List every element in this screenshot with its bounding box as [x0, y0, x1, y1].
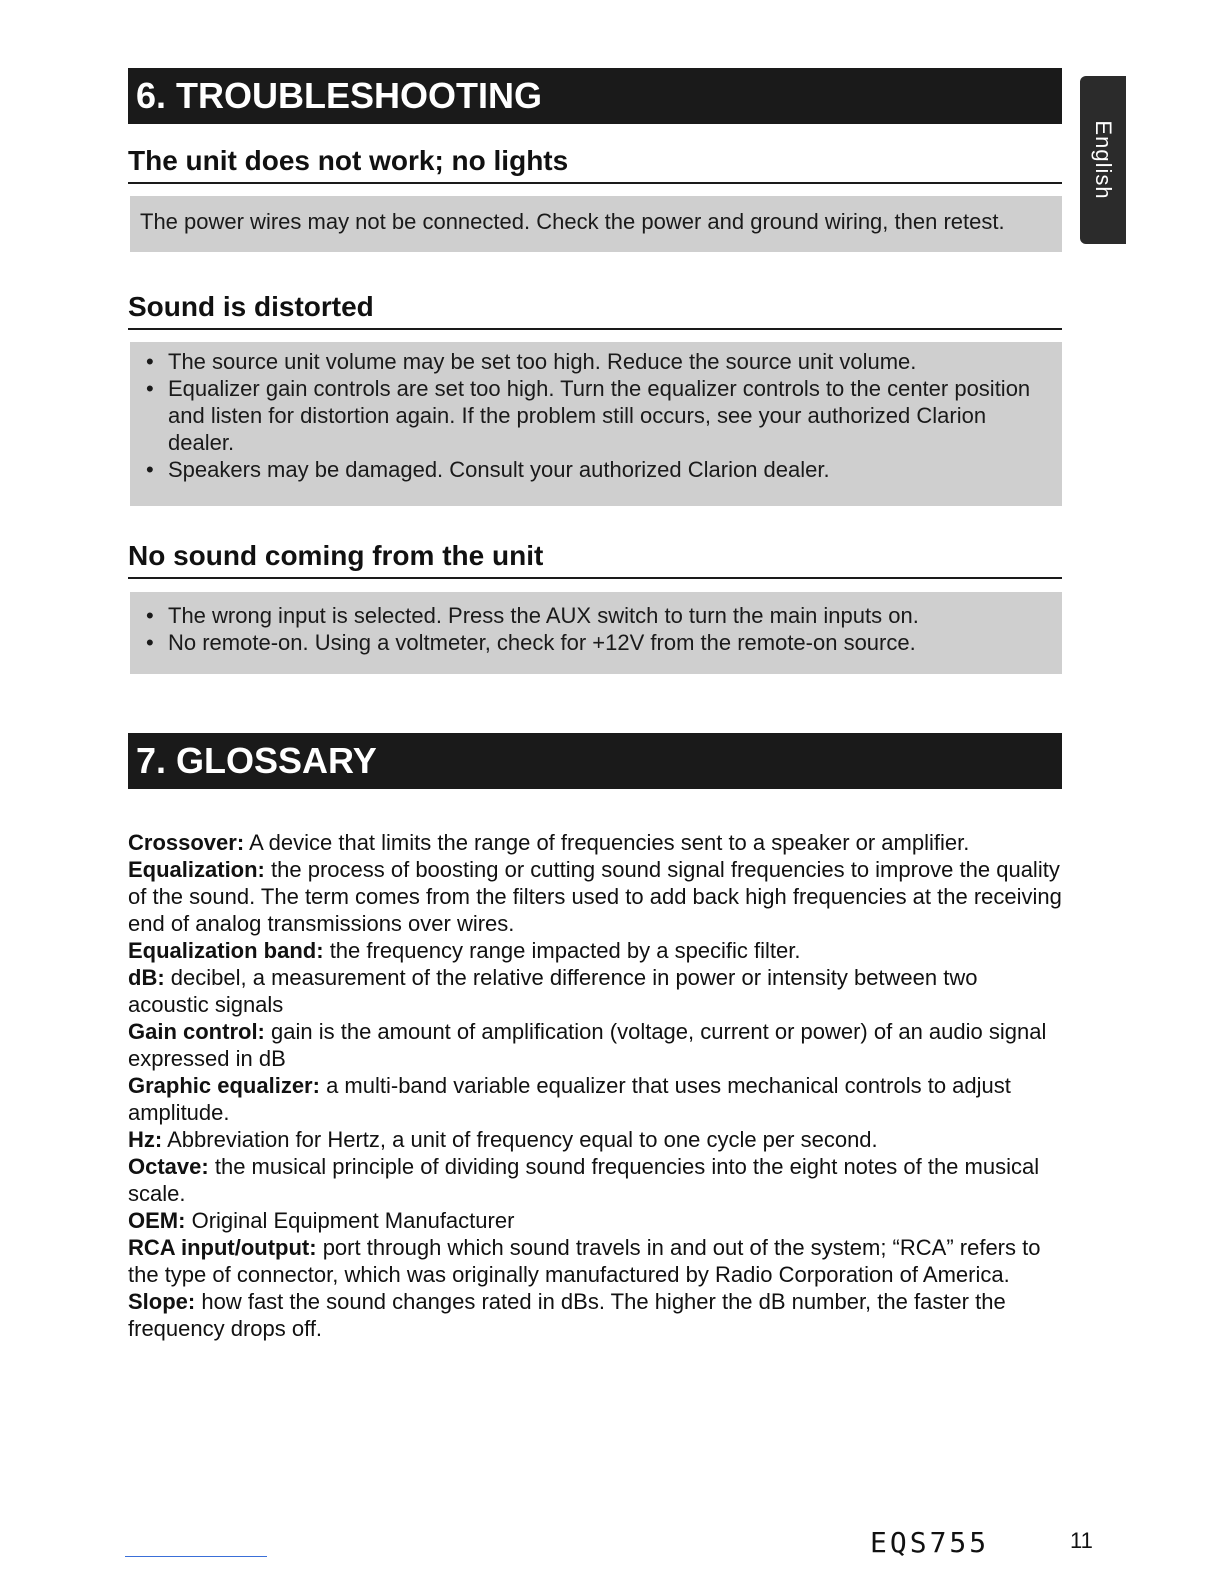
- glossary-entry: [128, 1153, 1062, 1207]
- bullet-item: • The wrong input is selected. Press the AUX switch to turn the main inputs on.: [140, 602, 1052, 629]
- bullet-item: • Speakers may be damaged. Consult your authorized Clarion dealer.: [140, 456, 1052, 483]
- glossary-definition: Abbreviation for Hertz, a unit of frequency equal to one cycle per second.: [167, 1127, 878, 1152]
- glossary-definition: A device that limits the range of frequencies sent to a speaker or amplifier.: [249, 830, 970, 855]
- page-number: 11: [1070, 1528, 1093, 1553]
- bullet-list: [140, 602, 1052, 656]
- issue-text: The power wires may not be connected. Check the power and ground wiring, then retest.: [140, 209, 1005, 234]
- footer-divider: [125, 1556, 267, 1557]
- language-tab-label: English: [1091, 120, 1116, 200]
- issue-box-no-lights: [130, 196, 1062, 252]
- glossary-term: RCA input/output:: [128, 1235, 317, 1260]
- model-number: EQS755: [870, 1526, 990, 1559]
- bullet-item: • No remote-on. Using a voltmeter, check for +12V from the remote-on source.: [140, 629, 1052, 656]
- glossary-term: Graphic equalizer:: [128, 1073, 320, 1098]
- issue-heading-no-sound: No sound coming from the unit: [128, 539, 1062, 579]
- glossary-term: OEM:: [128, 1208, 186, 1233]
- troubleshooting-title: 6. TROUBLESHOOTING: [128, 68, 1062, 124]
- glossary-term: Equalization band:: [128, 938, 324, 963]
- glossary-entry: [128, 1072, 1062, 1126]
- bullet-item: • The source unit volume may be set too high. Reduce the source unit volume.: [140, 348, 1052, 375]
- glossary-definition: a multi-band variable equalizer that uses mechanical controls to adjust amplitude.: [128, 1073, 1011, 1125]
- glossary-term: dB:: [128, 965, 165, 990]
- glossary-definition: the frequency range impacted by a specific filter.: [329, 938, 801, 963]
- glossary-list: [128, 829, 1062, 1342]
- glossary-definition: the process of boosting or cutting sound signal frequencies to improve the quality of the sound. The term comes from the filters used to add back high frequencies at the receiving end of analog transmissions over wires.: [128, 857, 1062, 936]
- glossary-definition: the musical principle of dividing sound frequencies into the eight notes of the musical scale.: [128, 1154, 1040, 1206]
- bullet-list: [140, 348, 1052, 483]
- glossary-definition: how fast the sound changes rated in dBs. The higher the dB number, the faster the frequency drops off.: [128, 1289, 1006, 1341]
- glossary-definition: decibel, a measurement of the relative difference in power or intensity between two acoustic signals: [128, 965, 978, 1017]
- language-tab: [1080, 76, 1126, 244]
- glossary-term: Octave:: [128, 1154, 209, 1179]
- glossary-title: 7. GLOSSARY: [128, 733, 1062, 789]
- glossary-entry: [128, 1288, 1062, 1342]
- glossary-definition: gain is the amount of amplification (voltage, current or power) of an audio signal expressed in dB: [128, 1019, 1047, 1071]
- glossary-term: Gain control:: [128, 1019, 265, 1044]
- glossary-definition: Original Equipment Manufacturer: [191, 1208, 515, 1233]
- glossary-entry: [128, 856, 1062, 937]
- glossary-entry: [128, 1126, 1062, 1153]
- glossary-entry: [128, 964, 1062, 1018]
- glossary-term: Slope:: [128, 1289, 196, 1314]
- bullet-item: • Equalizer gain controls are set too high. Turn the equalizer controls to the center position and listen for distortion again. If the problem still occurs, see your authorized Clarion dealer.: [140, 375, 1052, 456]
- glossary-entry: [128, 937, 1062, 964]
- glossary-term: Hz:: [128, 1127, 163, 1152]
- issue-heading-distorted: Sound is distorted: [128, 290, 1062, 330]
- glossary-entry: [128, 1018, 1062, 1072]
- glossary-entry: [128, 1207, 1062, 1234]
- issue-box-no-sound: [130, 592, 1062, 674]
- glossary-definition: port through which sound travels in and out of the system; “RCA” refers to the type of connector, which was originally manufactured by Radio Corporation of America.: [128, 1235, 1041, 1287]
- issue-box-distorted: [130, 342, 1062, 506]
- glossary-entry: [128, 1234, 1062, 1288]
- glossary-entry: [128, 829, 1062, 856]
- issue-heading-no-lights: The unit does not work; no lights: [128, 144, 1062, 184]
- glossary-term: Crossover:: [128, 830, 245, 855]
- glossary-term: Equalization:: [128, 857, 265, 882]
